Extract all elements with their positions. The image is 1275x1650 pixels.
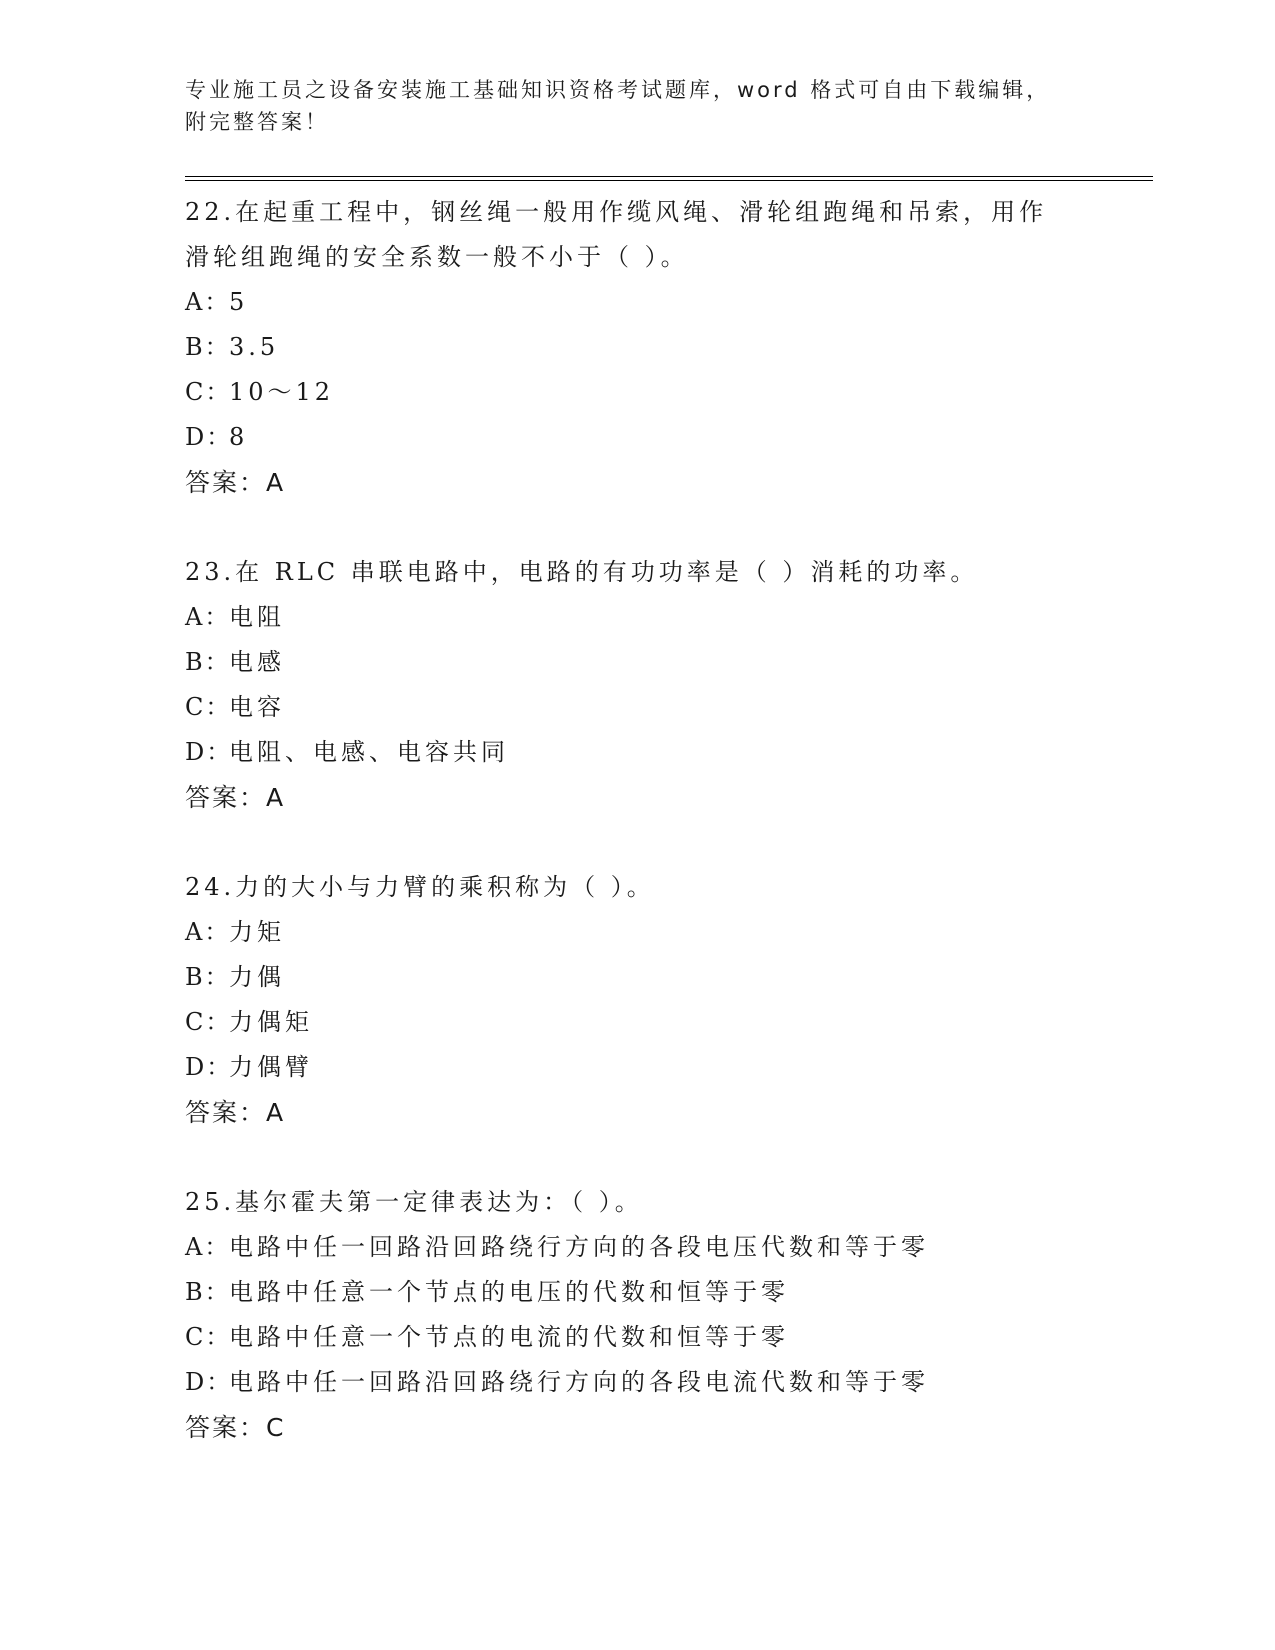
option-key: C： bbox=[185, 693, 232, 721]
option-c bbox=[185, 1000, 1125, 1045]
option-key: D： bbox=[185, 423, 233, 451]
option-b bbox=[185, 640, 1125, 685]
option-b bbox=[185, 325, 1125, 370]
answer-line: 答案：C bbox=[185, 1413, 286, 1442]
document-header bbox=[185, 74, 1065, 138]
option-text: 电路中任意一个节点的电流的代数和恒等于零 bbox=[229, 1323, 789, 1351]
option-text: 10～12 bbox=[229, 378, 335, 406]
question-25 bbox=[185, 1180, 1125, 1451]
option-d bbox=[185, 730, 1125, 775]
option-key: B： bbox=[185, 963, 231, 991]
header-line-1: 专业施工员之设备安装施工基础知识资格考试题库，word 格式可自由下载编辑， bbox=[185, 78, 1051, 102]
option-b bbox=[185, 1270, 1125, 1315]
option-text: 3.5 bbox=[229, 333, 280, 361]
answer-line: 答案：A bbox=[185, 783, 286, 812]
option-text: 电阻 bbox=[229, 603, 285, 631]
option-d bbox=[185, 1360, 1125, 1405]
option-text: 力偶臂 bbox=[229, 1053, 313, 1081]
option-text: 电路中任一回路沿回路绕行方向的各段电压代数和等于零 bbox=[229, 1233, 929, 1261]
option-text: 5 bbox=[229, 288, 249, 316]
option-text: 电路中任意一个节点的电压的代数和恒等于零 bbox=[229, 1278, 789, 1306]
option-c bbox=[185, 685, 1125, 730]
option-a bbox=[185, 595, 1125, 640]
answer-line: 答案：A bbox=[185, 1098, 286, 1127]
question-24 bbox=[185, 865, 1125, 1136]
option-b bbox=[185, 955, 1125, 1000]
option-key: B： bbox=[185, 648, 231, 676]
option-text: 8 bbox=[229, 423, 249, 451]
option-d bbox=[185, 1045, 1125, 1090]
option-key: D： bbox=[185, 1368, 233, 1396]
option-key: C： bbox=[185, 378, 232, 406]
option-c bbox=[185, 370, 1125, 415]
option-key: B： bbox=[185, 1278, 231, 1306]
option-key: A： bbox=[185, 288, 231, 316]
option-text: 力偶矩 bbox=[229, 1008, 313, 1036]
question-stem: 25.基尔霍夫第一定律表达为：（ ）。 bbox=[185, 1188, 643, 1216]
option-text: 电容 bbox=[229, 693, 285, 721]
question-22 bbox=[185, 190, 1125, 506]
header-divider bbox=[185, 176, 1153, 181]
option-key: A： bbox=[185, 918, 231, 946]
option-a bbox=[185, 910, 1125, 955]
question-stem: 24.力的大小与力臂的乘积称为（ ）。 bbox=[185, 873, 655, 901]
header-line-2: 附完整答案！ bbox=[185, 110, 329, 134]
answer-line: 答案：A bbox=[185, 468, 286, 497]
option-key: A： bbox=[185, 1233, 231, 1261]
question-stem: 23.在 RLC 串联电路中，电路的有功功率是（ ）消耗的功率。 bbox=[185, 558, 979, 586]
option-key: C： bbox=[185, 1008, 232, 1036]
question-stem: 22.在起重工程中，钢丝绳一般用作缆风绳、滑轮组跑绳和吊索，用作滑轮组跑绳的安全系数一般不小于（ ）。 bbox=[185, 198, 1048, 271]
question-23 bbox=[185, 550, 1125, 821]
option-a bbox=[185, 1225, 1125, 1270]
option-key: C： bbox=[185, 1323, 232, 1351]
option-text: 电阻、电感、电容共同 bbox=[229, 738, 509, 766]
question-list bbox=[185, 190, 1125, 1495]
option-c bbox=[185, 1315, 1125, 1360]
option-key: A： bbox=[185, 603, 231, 631]
option-key: D： bbox=[185, 738, 233, 766]
option-key: D： bbox=[185, 1053, 233, 1081]
option-text: 电路中任一回路沿回路绕行方向的各段电流代数和等于零 bbox=[229, 1368, 929, 1396]
option-text: 力矩 bbox=[229, 918, 285, 946]
option-text: 电感 bbox=[229, 648, 285, 676]
option-d bbox=[185, 415, 1125, 460]
option-text: 力偶 bbox=[229, 963, 285, 991]
option-key: B： bbox=[185, 333, 231, 361]
option-a bbox=[185, 280, 1125, 325]
